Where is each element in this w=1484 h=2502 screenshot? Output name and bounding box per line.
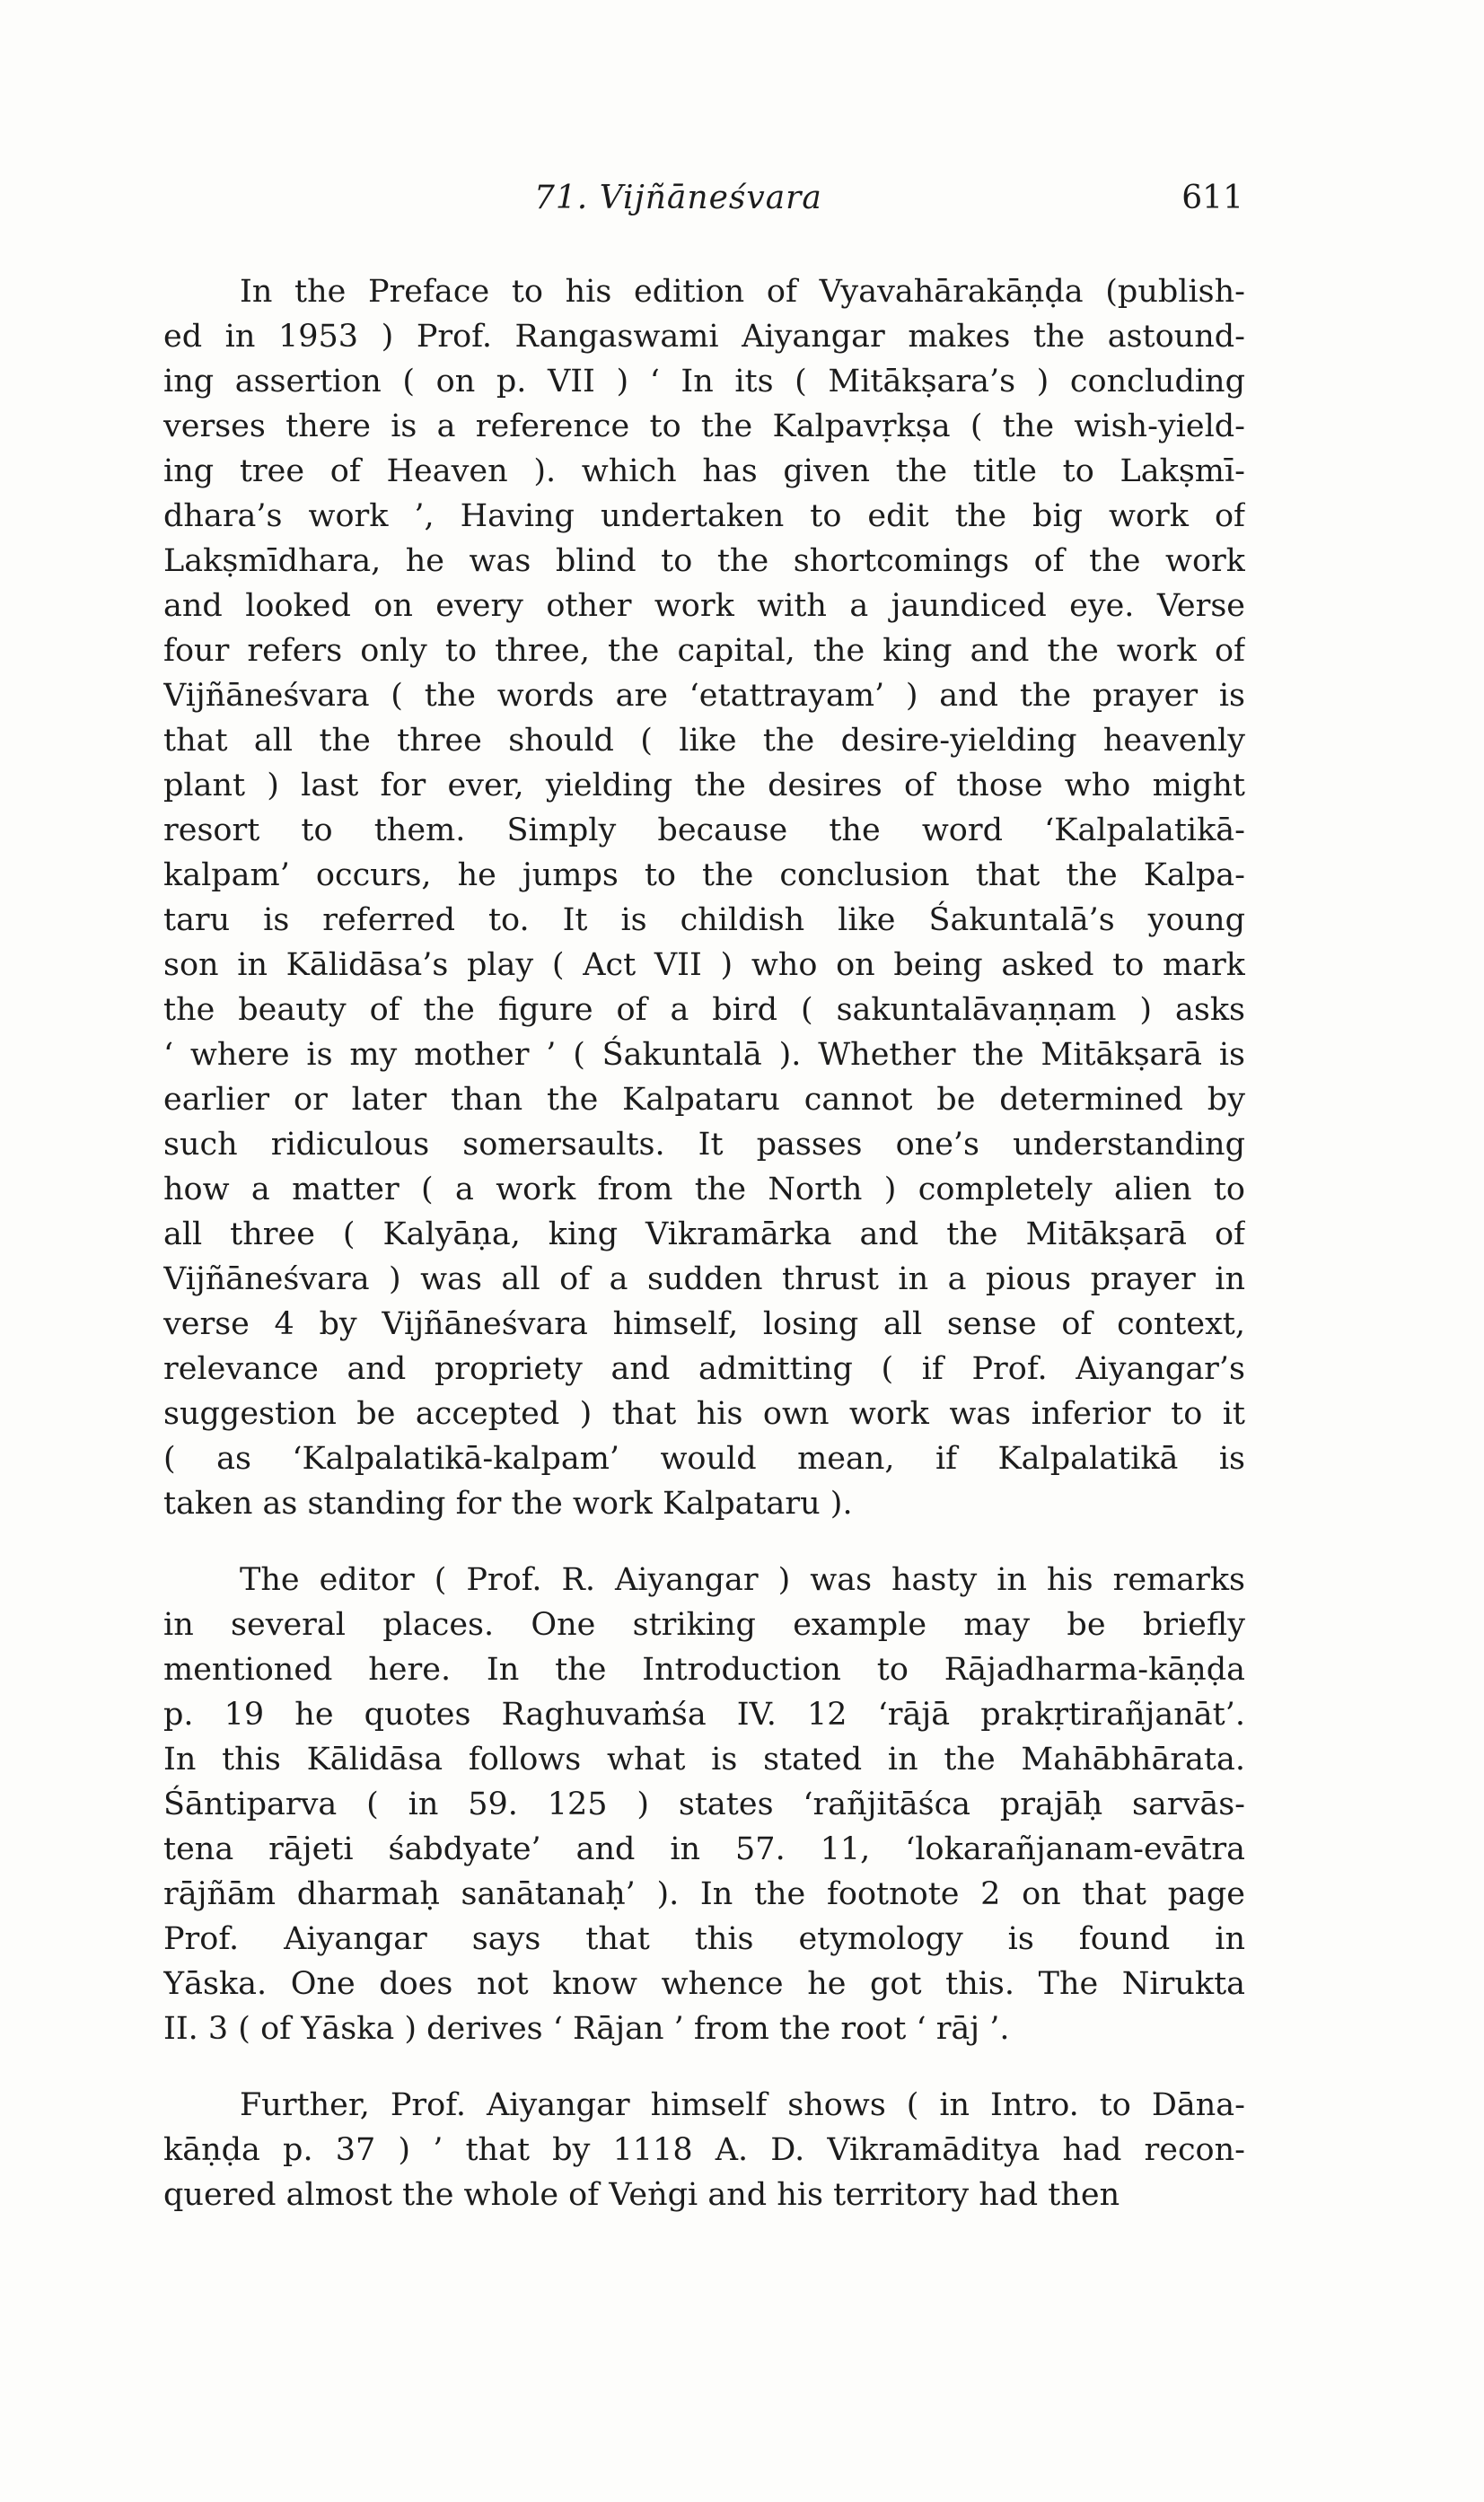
body-text: [163, 269, 1245, 2217]
text-line: kāṇḍa p. 37 ) ’ that by 1118 A. D. Vikramāditya had recon-: [163, 2132, 1245, 2168]
text-line: ( as ‘Kalpalatikā-kalpam’ would mean, if Kalpalatikā is: [163, 1441, 1245, 1477]
text-line: relevance and propriety and admitting ( if Prof. Aiyangar’s: [163, 1351, 1245, 1387]
text-line: plant ) last for ever, yielding the desires of those who might: [163, 768, 1245, 803]
paragraph: [163, 1558, 1245, 2051]
text-line: ‘ where is my mother ’ ( Śakuntalā ). Whether the Mitākṣarā is: [163, 1037, 1245, 1073]
text-line: dhara’s work ’, Having undertaken to edit the big work of: [163, 498, 1245, 534]
text-line: Further, Prof. Aiyangar himself shows ( in Intro. to Dāna-: [240, 2087, 1245, 2123]
text-line: four refers only to three, the capital, the king and the work of: [163, 633, 1245, 669]
text-line: in several places. One striking example may be briefly: [163, 1607, 1245, 1643]
text-line: The editor ( Prof. R. Aiyangar ) was hasty in his remarks: [240, 1562, 1245, 1598]
text-line: Yāska. One does not know whence he got this. The Nirukta: [163, 1966, 1245, 2002]
text-line: all three ( Kalyāṇa, king Vikramārka and the Mitākṣarā of: [163, 1216, 1245, 1252]
page-number: 611: [1181, 180, 1243, 216]
text-line: taken as standing for the work Kalpataru ).: [163, 1486, 853, 1522]
text-line: that all the three should ( like the desire-yielding heavenly: [163, 723, 1245, 759]
text-line: how a matter ( a work from the North ) completely alien to: [163, 1172, 1245, 1207]
text-line: verses there is a reference to the Kalpavṛkṣa ( the wish-yield-: [163, 408, 1245, 444]
paragraph: [163, 269, 1245, 1526]
text-line: In the Preface to his edition of Vyavahārakāṇḍa (publish-: [240, 274, 1245, 310]
text-line: ing assertion ( on p. VII ) ‘ In its ( Mitākṣara’s ) concluding: [163, 364, 1245, 399]
text-line: mentioned here. In the Introduction to Rājadharma-kāṇḍa: [163, 1652, 1245, 1688]
text-line: Prof. Aiyangar says that this etymology is found in: [163, 1921, 1245, 1957]
text-line: II. 3 ( of Yāska ) derives ‘ Rājan ’ from the root ‘ rāj ’.: [163, 2011, 1010, 2047]
text-line: earlier or later than the Kalpataru cannot be determined by: [163, 1082, 1245, 1118]
running-head: 71. Vijñāneśvara: [534, 180, 822, 216]
text-line: Vijñāneśvara ) was all of a sudden thrust in a pious prayer in: [163, 1261, 1245, 1297]
text-line: kalpam’ occurs, he jumps to the conclusion that the Kalpa-: [163, 857, 1245, 893]
text-line: the beauty of the figure of a bird ( sakuntalāvaṇṇam ) asks: [163, 992, 1245, 1028]
text-line: Lakṣmīdhara, he was blind to the shortcomings of the work: [163, 543, 1245, 579]
text-line: tena rājeti śabdyate’ and in 57. 11, ‘lokarañjanam-evātra: [163, 1831, 1245, 1867]
text-line: ed in 1953 ) Prof. Rangaswami Aiyangar makes the astound-: [163, 319, 1245, 355]
text-line: suggestion be accepted ) that his own work was inferior to it: [163, 1396, 1245, 1432]
text-line: and looked on every other work with a jaundiced eye. Verse: [163, 588, 1245, 624]
text-line: ing tree of Heaven ). which has given the title to Lakṣmī-: [163, 453, 1245, 489]
text-line: Vijñāneśvara ( the words are ‘etattrayam’ ) and the prayer is: [163, 678, 1245, 714]
text-line: rājñām dharmaḥ sanātanaḥ’ ). In the footnote 2 on that page: [163, 1876, 1245, 1912]
text-line: p. 19 he quotes Raghuvaṁśa IV. 12 ‘rājā prakṛtirañjanāt’.: [163, 1697, 1245, 1733]
text-line: son in Kālidāsa’s play ( Act VII ) who on being asked to mark: [163, 947, 1245, 983]
text-line: verse 4 by Vijñāneśvara himself, losing all sense of context,: [163, 1306, 1245, 1342]
paragraph: [163, 2083, 1245, 2217]
text-line: Śāntiparva ( in 59. 125 ) states ‘rañjitāśca prajāḥ sarvās-: [163, 1787, 1245, 1822]
text-line: such ridiculous somersaults. It passes one’s understanding: [163, 1127, 1245, 1163]
text-line: In this Kālidāsa follows what is stated in the Mahābhārata.: [163, 1742, 1245, 1778]
text-line: taru is referred to. It is childish like Śakuntalā’s young: [163, 902, 1245, 938]
page-header: [166, 180, 1243, 224]
text-line: resort to them. Simply because the word ‘Kalpalatikā-: [163, 812, 1245, 848]
text-line: quered almost the whole of Veṅgi and his territory had then: [163, 2177, 1120, 2213]
